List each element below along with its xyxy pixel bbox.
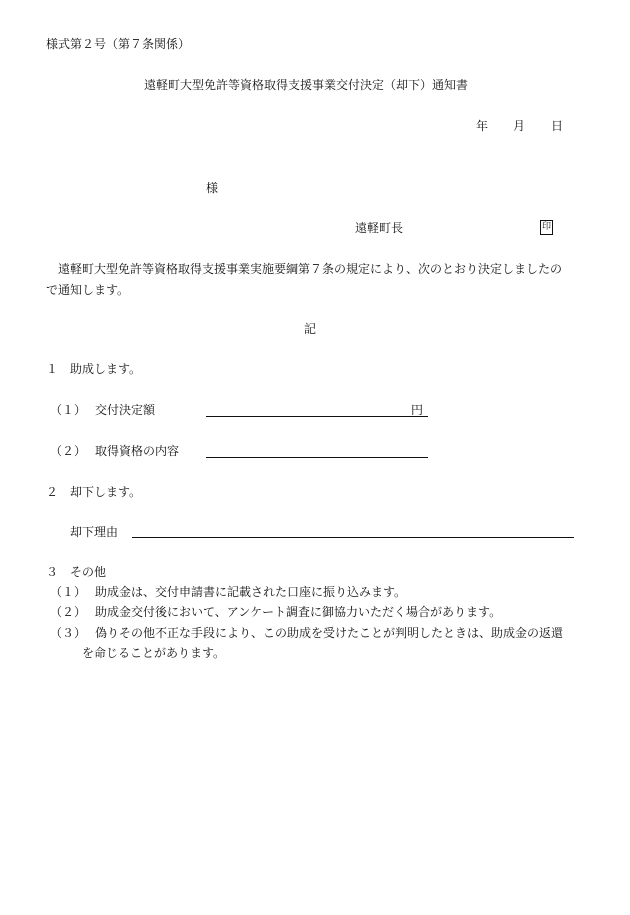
reason-field-line <box>132 537 574 538</box>
amount-field-line <box>206 416 428 417</box>
addressee-suffix: 様 <box>206 181 219 195</box>
item-3-2-text: 助成金交付後において、アンケート調査に御協力いただく場合があります。 <box>95 605 502 619</box>
item-3-3-continuation: を命じることがあります。 <box>82 646 226 660</box>
section-3-number: ３ <box>46 565 59 579</box>
item-3-1-text: 助成金は、交付申請書に記載された口座に振り込みます。 <box>95 585 407 599</box>
reason-label: 却下理由 <box>70 525 119 539</box>
item-1-1-number: （１） <box>50 403 87 417</box>
date-month: 月 <box>513 119 526 133</box>
section-1-text: 助成します。 <box>70 362 142 376</box>
section-2-number: ２ <box>46 485 59 499</box>
item-1-1-label: 交付決定額 <box>95 403 156 417</box>
document-title: 遠軽町大型免許等資格取得支援事業交付決定（却下）通知書 <box>144 78 469 92</box>
item-3-1-number: （１） <box>50 585 87 599</box>
item-1-2-number: （２） <box>50 444 87 458</box>
item-3-3-text: 偽りその他不正な手段により、この助成を受けたことが判明したときは、助成金の返還 <box>95 626 564 640</box>
item-1-2-label: 取得資格の内容 <box>95 444 180 458</box>
section-2-text: 却下します。 <box>70 485 142 499</box>
section-3-text: その他 <box>70 565 107 579</box>
issuer-name: 遠軽町長 <box>355 221 404 235</box>
date-year: 年 <box>476 119 489 133</box>
item-3-2-number: （２） <box>50 605 87 619</box>
qualification-field-line <box>206 457 428 458</box>
intro-line-1: 遠軽町大型免許等資格取得支援事業実施要綱第７条の規定により、次のとおり決定しましたの <box>58 262 563 276</box>
item-3-3-number: （３） <box>50 626 87 640</box>
section-1-number: １ <box>46 362 59 376</box>
date-day: 日 <box>551 119 564 133</box>
amount-unit: 円 <box>411 403 424 417</box>
intro-line-2: で通知します。 <box>46 283 130 297</box>
seal-mark: 印 <box>540 220 553 235</box>
ki-heading: 記 <box>304 322 317 336</box>
form-number: 様式第２号（第７条関係） <box>46 37 191 51</box>
